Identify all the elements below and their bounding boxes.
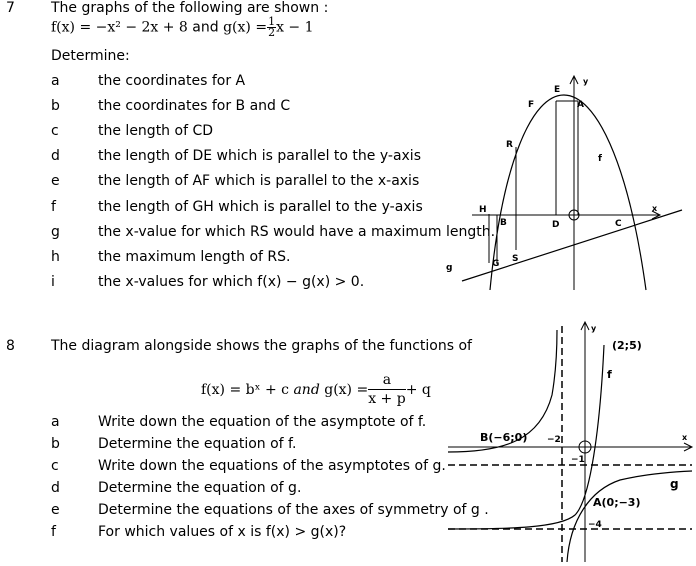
q7-item-text: the x-value for which RS would have a maximum length. — [98, 224, 496, 240]
q8-intro: The diagram alongside shows the graphs of the functions of — [51, 338, 472, 354]
q8-number: 8 — [6, 338, 15, 354]
q8-item-letter: a — [51, 414, 60, 430]
q7-label-f-point: F — [528, 100, 535, 110]
q8-item-letter: c — [51, 458, 59, 474]
q7-item-letter: e — [51, 173, 60, 189]
q8-label-y: y — [591, 324, 597, 333]
q7-item-letter: g — [51, 224, 60, 240]
q8-item-text: Determine the equations of the axes of symmetry of g . — [98, 502, 489, 518]
q7-intro: The graphs of the following are shown : — [51, 0, 329, 16]
q8-label-b: B(−6;0) — [480, 431, 528, 444]
q7-item-letter: i — [51, 274, 55, 290]
q7-and: and — [192, 19, 219, 36]
q8-label-f: f — [607, 368, 612, 381]
q8-label-minus1: −1 — [571, 455, 585, 465]
q8-label-a: A(0;−3) — [593, 496, 641, 509]
q7-item-text: the maximum length of RS. — [98, 249, 291, 265]
q7-item-text: the length of GH which is parallel to the y-axis — [98, 199, 423, 215]
q7-label-h: H — [479, 205, 487, 215]
q7-label-x: x — [652, 204, 658, 213]
q7-item-letter: f — [51, 199, 56, 215]
q7-label-c: C — [615, 219, 622, 229]
q7-g-rest: x − 1 — [276, 19, 314, 36]
q7-item-text: the x-values for which f(x) − g(x) > 0. — [98, 274, 365, 290]
q7-label-e: E — [554, 85, 561, 95]
q7-label-f-curve: f — [598, 154, 602, 164]
q8-item-text: Write down the equations of the asymptotes of g. — [98, 458, 446, 474]
q7-item-letter: c — [51, 123, 59, 139]
q7-g-frac-num: 1 — [268, 15, 276, 28]
q8-g-lhs: g(x) = — [324, 381, 369, 398]
q8-item-letter: d — [51, 480, 60, 496]
q7-item-text: the length of AF which is parallel to the x-axis — [98, 173, 420, 189]
q7-label-s: S — [512, 254, 519, 264]
q8-g-rest: + q — [405, 381, 431, 398]
q7-label-d: D — [552, 220, 560, 230]
q8-item-text: For which values of x is f(x) > g(x)? — [98, 524, 347, 540]
q8-item-text: Determine the equation of g. — [98, 480, 302, 496]
q8-label-minus2: −2 — [547, 435, 561, 445]
q7-item-text: the coordinates for B and C — [98, 98, 291, 114]
q8-g-denominator: x + p — [368, 391, 406, 407]
q7-label-r: R — [506, 140, 513, 150]
q7-label-a: A — [577, 100, 584, 110]
q7-g-frac-den: 2 — [268, 26, 276, 39]
q8-label-x: x — [682, 433, 688, 442]
q8-item-letter: e — [51, 502, 60, 518]
q8-item-letter: b — [51, 436, 60, 452]
q8-and: and — [293, 381, 320, 398]
q7-g-lhs: g(x) = — [223, 19, 268, 36]
q7-label-g-line: g — [446, 263, 453, 273]
q8-label-g: g — [670, 477, 679, 491]
q8-g-numerator: a — [368, 371, 406, 390]
q7-label-y: y — [583, 77, 589, 86]
q7-item-letter: a — [51, 73, 60, 89]
q7-label-g-point: G — [492, 259, 500, 269]
q8-label-point-top: (2;5) — [612, 339, 642, 352]
q8-item-text: Determine the equation of f. — [98, 436, 297, 452]
q7-item-letter: b — [51, 98, 60, 114]
q7-label-b: B — [500, 218, 507, 228]
q8-f-part: f(x) = bˣ + c — [201, 381, 289, 398]
q7-item-text: the coordinates for A — [98, 73, 246, 89]
q8-item-text: Write down the equation of the asymptote of f. — [98, 414, 427, 430]
q7-item-letter: d — [51, 148, 60, 164]
q7-number: 7 — [6, 0, 15, 16]
q7-item-letter: h — [51, 249, 60, 265]
q8-label-minus4: −4 — [588, 520, 602, 530]
q7-item-text: the length of DE which is parallel to the y-axis — [98, 148, 421, 164]
q7-f-definition: f(x) = −x² − 2x + 8 — [51, 19, 188, 36]
q7-determine: Determine: — [51, 48, 130, 64]
q7-item-text: the length of CD — [98, 123, 214, 139]
q8-item-letter: f — [51, 524, 56, 540]
